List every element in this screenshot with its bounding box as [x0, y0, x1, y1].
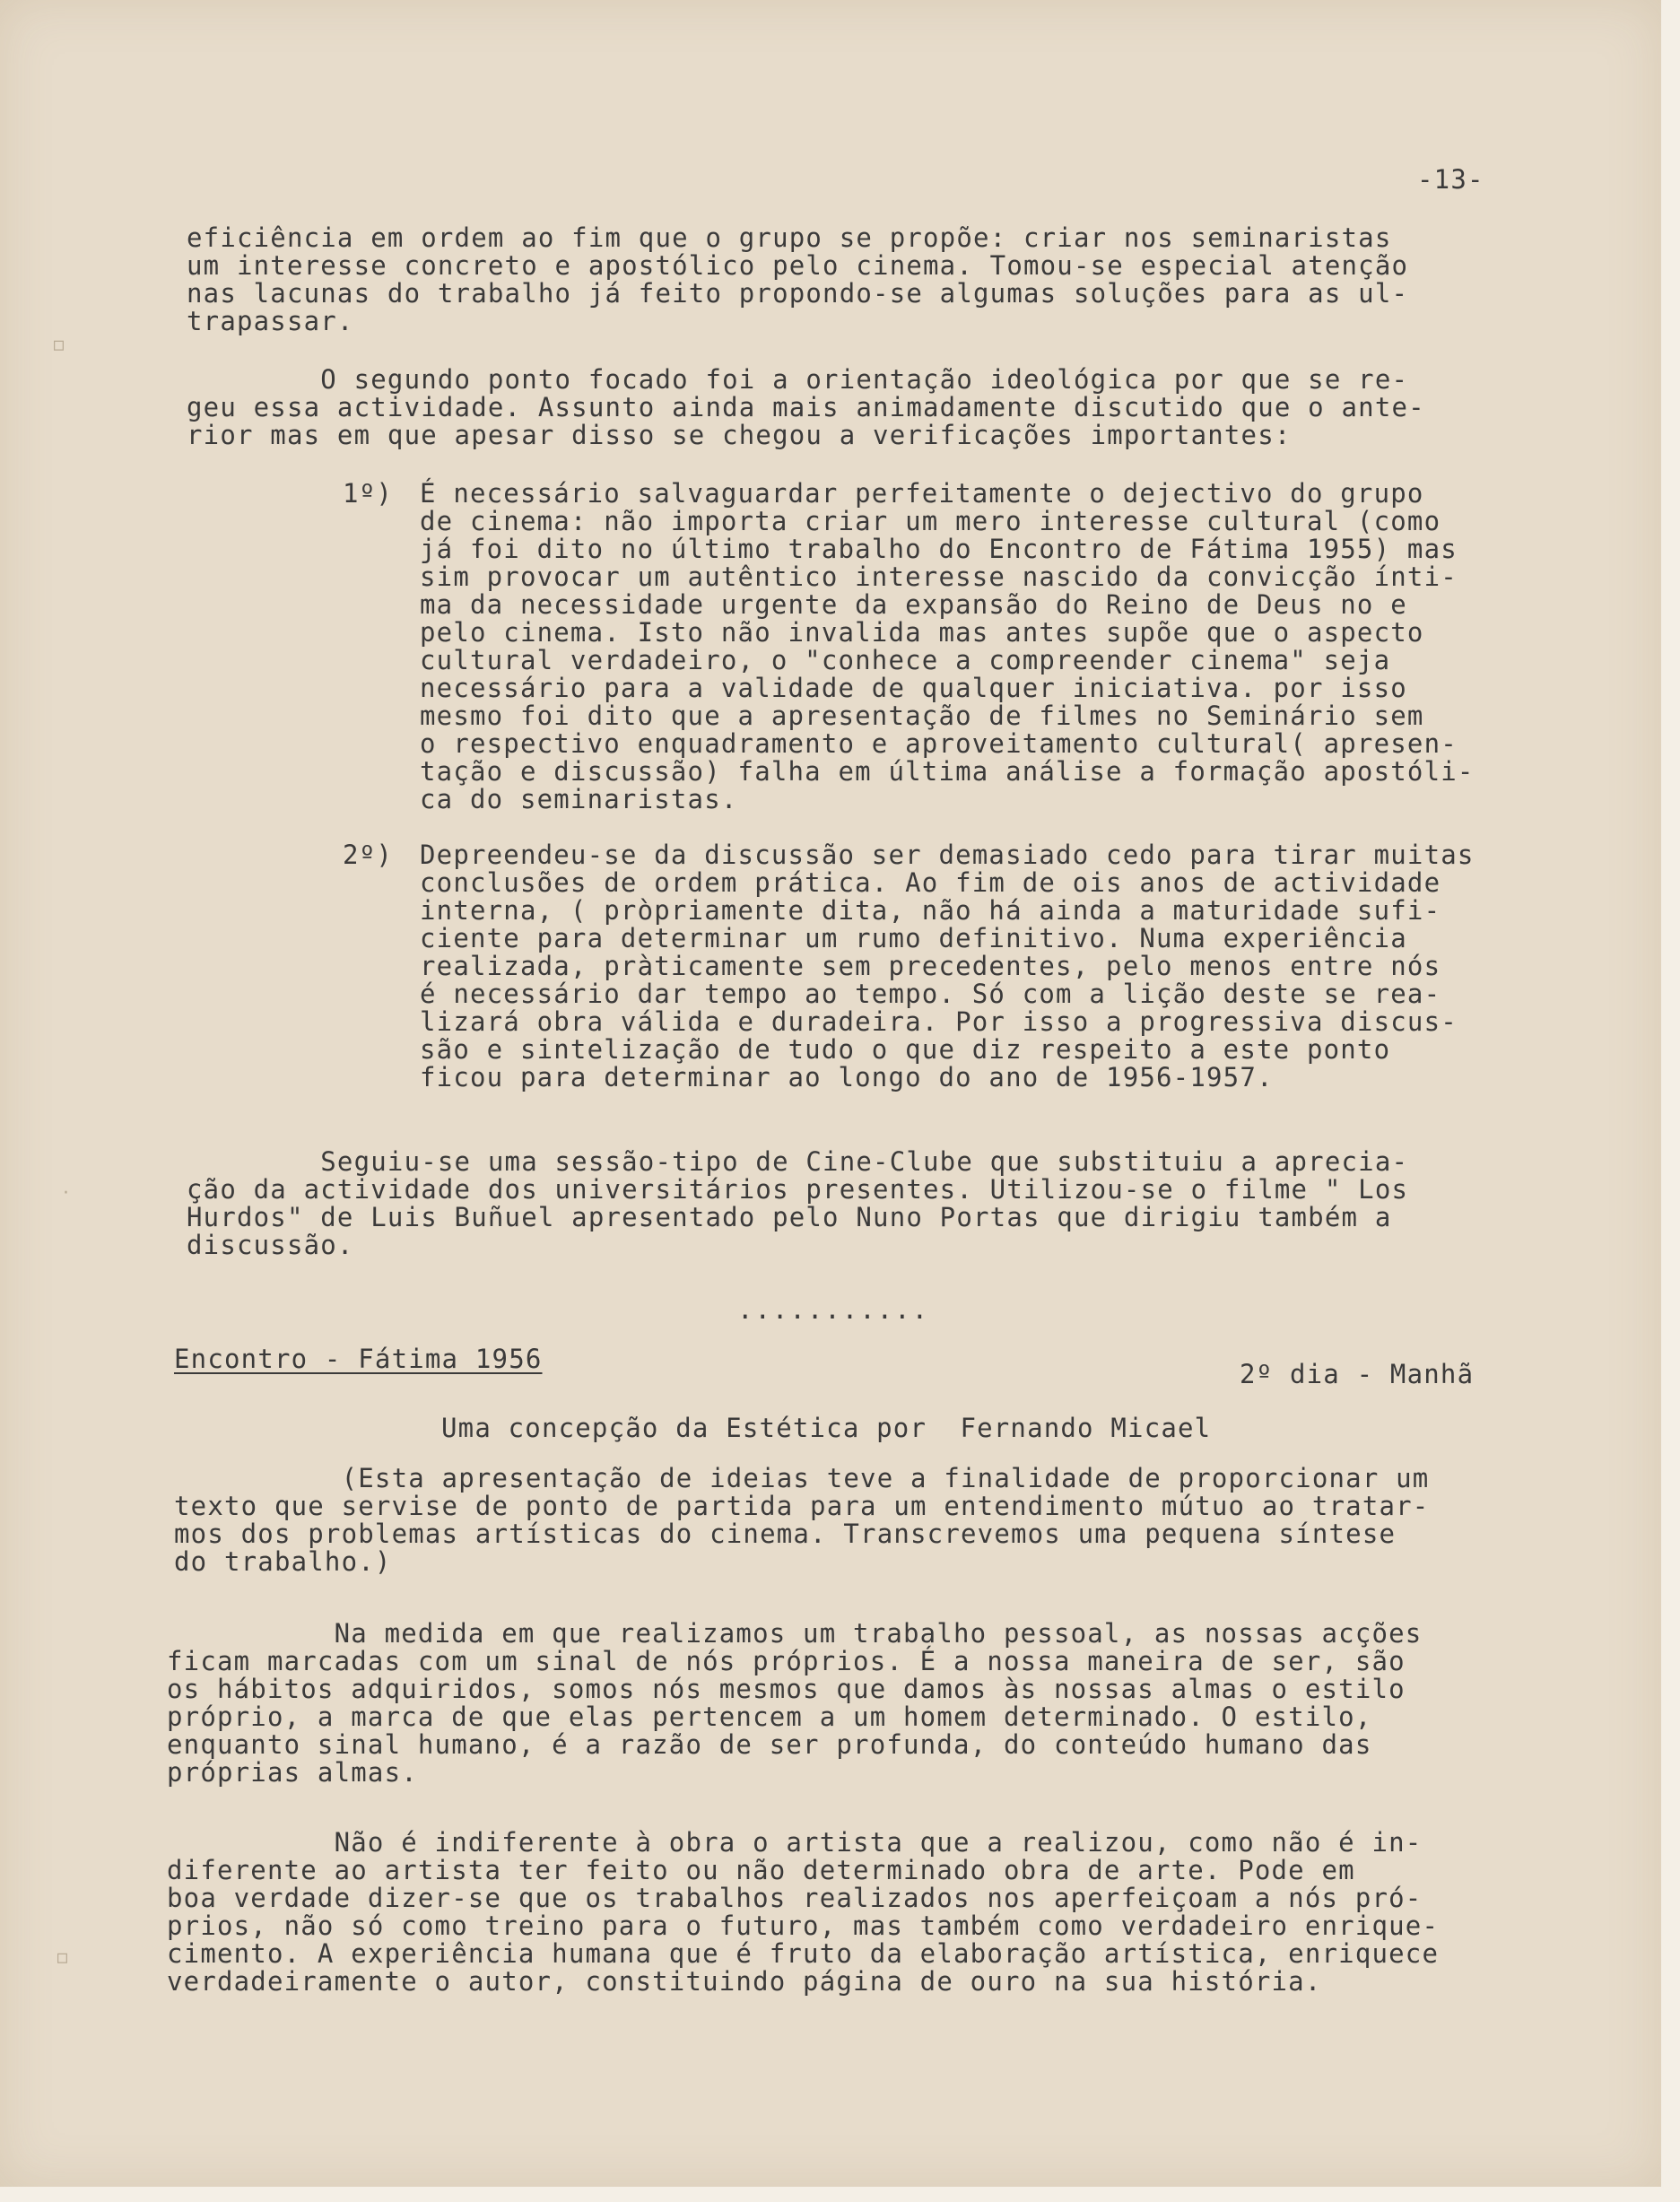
page-edge-bottom [0, 2187, 1680, 2202]
page-edge-right [1661, 0, 1680, 2202]
paper-mark: ▫ [56, 1946, 69, 1969]
paragraph-style: Na medida em que realizamos um trabalho pessoal, as nossas acções ficam marcadas com um sinal de nós próprios. É a nossa maneira de ser, são os hábitos adquiridos, somos nós mesmos que damos às nossas almas o estilo próprio, a marca de que elas pertencem a um homem determinado. O estilo, enquanto sinal humano, é a razão de ser profunda, do conteúdo humano das próprias almas. [167, 1618, 1423, 1788]
paragraph-intro: eficiência em ordem ao fim que o grupo se propõe: criar nos seminaristas um interesse concreto e apostólico pelo cinema. Tomou-se especial atenção nas lacunas do trabalho já feito propondo-se algumas soluções para as ul- trapassar. [187, 222, 1409, 336]
section-day-label: 2º dia - Manhã [1240, 1359, 1475, 1389]
paragraph-cine-club: Seguiu-se uma sessão-tipo de Cine-Clube que substituiu a aprecia- ção da actividade dos universitários presentes. Utilizou-se o filme " Los Hurdos" de Luis Buñuel apresentado pelo Nuno Portas que dirigiu também a discussão. [187, 1146, 1409, 1260]
paragraph-note: (Esta apresentação de ideias teve a finalidade de proporcionar um texto que servise de ponto de partida para um entendimento mútuo ao tratar- mos dos problemas artísticas do cinema. Transcrevemos uma pequena síntese do trabalho.) [174, 1463, 1430, 1577]
section-title: Uma concepção da Estética por Fernando Micael [441, 1413, 1212, 1443]
page-number: -13- [1417, 164, 1484, 195]
list-item-number-1: 1º) [343, 478, 393, 509]
paper-mark: · [63, 1182, 69, 1205]
list-item-2: Depreendeu-se da discussão ser demasiado cedo para tirar muitas conclusões de ordem prática. Ao fim de ois anos de actividade interna, ( pròpriamente dita, não há ainda a maturidade sufi- ciente para determinar um rumo definitivo. Numa experiência realizada, pràticamente sem precedentes, pelo menos entre nós é necessário dar tempo ao tempo. Só com a lição deste se rea- lizará obra válida e duradeira. Por isso a progressiva discus- são e sintelização de tudo o que diz respeito a este ponto ficou para determinar ao longo do ano de 1956-1957. [420, 840, 1475, 1092]
paragraph-second-point: O segundo ponto focado foi a orientação ideológica por que se re- geu essa actividade. Assunto ainda mais animadamente discutido que o ante- rior mas em que apesar disso se chegou a verificações importantes: [187, 364, 1425, 450]
paper-mark: ▫ [52, 334, 65, 356]
list-item-1: É necessário salvaguardar perfeitamente o dejectivo do grupo de cinema: não importa criar um mero interesse cultural (como já foi dito no último trabalho do Encontro de Fátima 1955) mas sim provocar um autêntico interesse nascido da convicção ínti- ma da necessidade urgente da expansão do Reino de Deus no e pelo cinema. Isto não invalida mas antes supõe que o aspecto cultural verdadeiro, o "conhece a compreender cinema" seja necessário para a validade de qualquer iniciativa. por isso mesmo foi dito que a apresentação de filmes no Seminário sem o respectivo enquadramento e aproveitamento cultural( apresen- tação e discussão) falha em última análise a formação apostóli- ca do seminaristas. [420, 478, 1475, 814]
section-heading: Encontro - Fátima 1956 [174, 1344, 543, 1374]
paragraph-artist: Não é indiferente à obra o artista que a realizou, como não é in- diferente ao artista ter feito ou não determinado obra de arte. Pode em boa verdade dizer-se que os trabalhos realizados nos aperfeiçoam a nós pró- prios, não só como treino para o futuro, mas também como verdadeiro enrique- cimento. A experiência humana que é fruto da elaboração artística, enriquece verdadeiramente o autor, constituindo página de ouro na sua história. [167, 1827, 1440, 1997]
section-separator: ........... [737, 1294, 930, 1325]
list-item-number-2: 2º) [343, 840, 393, 870]
